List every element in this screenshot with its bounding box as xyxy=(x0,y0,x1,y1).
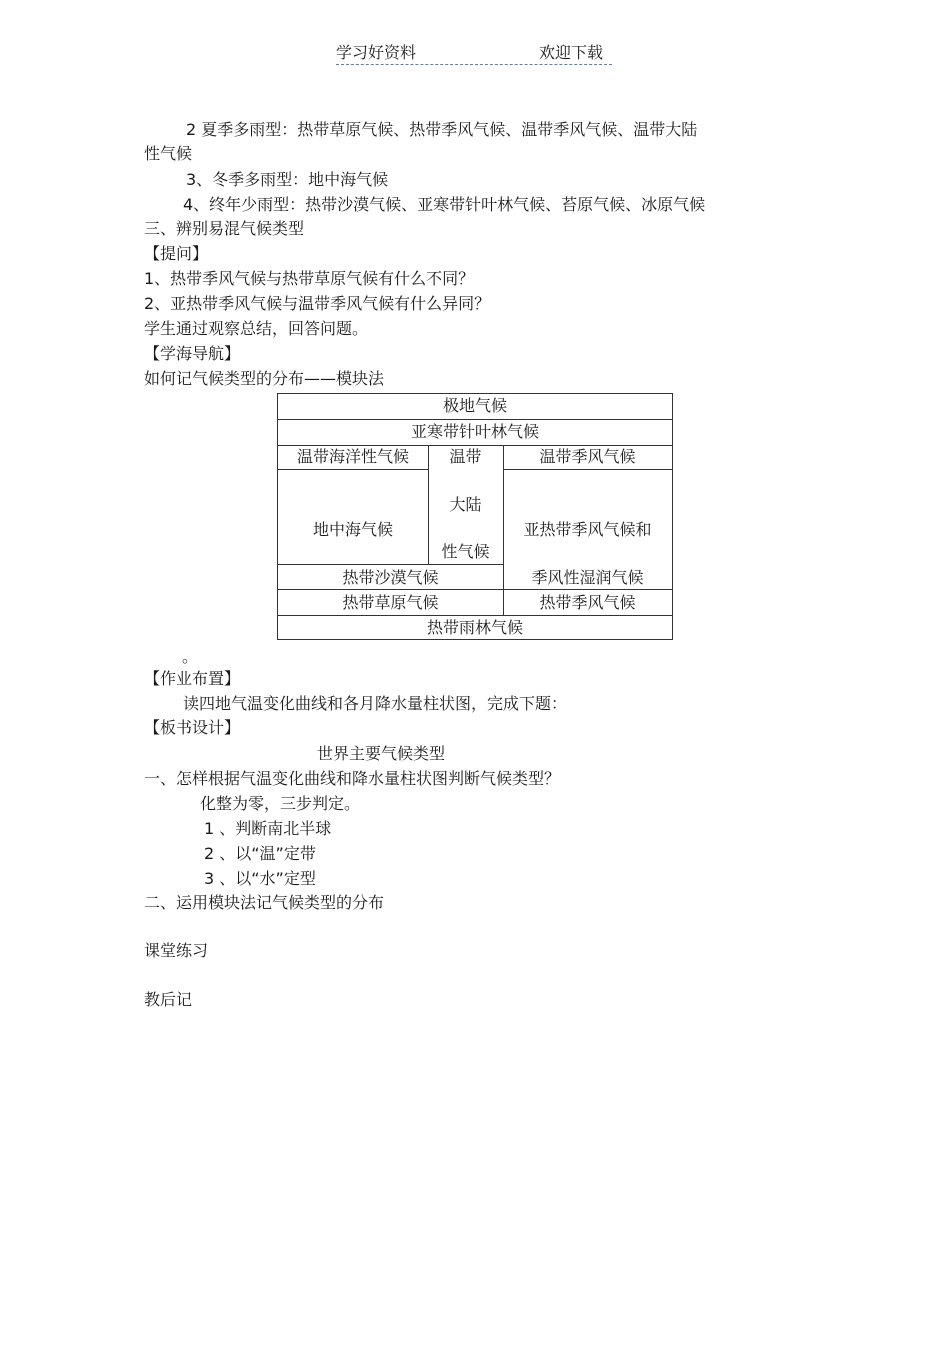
text-line: 读四地气温变化曲线和各月降水量柱状图，完成下题： xyxy=(183,694,568,713)
cell-tropical-monsoon: 热带季风气候 xyxy=(539,593,636,612)
climate-module-table xyxy=(277,393,673,640)
question-line: 2、亚热带季风气候与温带季风气候有什么异同？ xyxy=(144,294,491,313)
cell-continental: 性气候 xyxy=(441,542,490,561)
cell-tropical-savanna: 热带草原气候 xyxy=(342,593,439,612)
text-line: 课堂练习 xyxy=(144,941,209,960)
bracket-heading: 【板书设计】 xyxy=(144,718,241,737)
bracket-heading: 【学海导航】 xyxy=(144,344,241,363)
header-right-text: 欢迎下载 xyxy=(539,43,604,62)
cell-tropical-rainforest: 热带雨林气候 xyxy=(426,618,523,637)
text-line: 性气候 xyxy=(144,144,193,163)
section-heading: 一、怎样根据气温变化曲线和降水量柱状图判断气候类型？ xyxy=(144,769,561,788)
cell-continental: 大陆 xyxy=(449,495,482,514)
step-line: 1 、判断南北半球 xyxy=(204,819,332,838)
board-title: 世界主要气候类型 xyxy=(317,744,446,763)
cell-subarctic: 亚寒带针叶林气候 xyxy=(410,422,539,441)
cell-mediterranean: 地中海气候 xyxy=(312,520,393,539)
text-line: 化整为零，三步判定。 xyxy=(200,794,361,813)
bracket-heading: 【作业布置】 xyxy=(144,669,241,688)
step-line: 2 、以“温”定带 xyxy=(204,844,316,863)
page-header xyxy=(336,40,612,65)
cell-subtropical-monsoon: 亚热带季风气候和 xyxy=(523,520,652,539)
cell-temperate-monsoon: 温带季风气候 xyxy=(539,447,636,466)
text-line: 2 夏季多雨型：热带草原气候、热带季风气候、温带季风气候、温带大陆 xyxy=(186,120,698,139)
cell-polar: 极地气候 xyxy=(442,396,507,415)
period-mark: 。 xyxy=(182,647,199,666)
text-line: 教后记 xyxy=(144,990,193,1009)
cell-tropical-desert: 热带沙漠气候 xyxy=(342,568,439,587)
cell-temperate-maritime: 温带海洋性气候 xyxy=(296,447,409,466)
bracket-heading: 【提问】 xyxy=(144,244,209,263)
section-heading: 二、运用模块法记气候类型的分布 xyxy=(144,893,385,912)
cell-subtropical-monsoon: 季风性湿润气候 xyxy=(531,568,644,587)
text-line: 学生通过观察总结，回答问题。 xyxy=(144,319,369,338)
text-line: 如何记气候类型的分布——模块法 xyxy=(144,369,385,388)
section-heading: 三、辨别易混气候类型 xyxy=(144,219,305,238)
text-line: 4、终年少雨型：热带沙漠气候、亚寒带针叶林气候、苔原气候、冰原气候 xyxy=(183,195,706,214)
text-line: 3、冬季多雨型：地中海气候 xyxy=(186,170,389,189)
question-line: 1、热带季风气候与热带草原气候有什么不同？ xyxy=(144,269,475,288)
step-line: 3 、以“水”定型 xyxy=(204,869,316,888)
header-left-text: 学习好资料 xyxy=(336,43,417,62)
cell-continental: 温带 xyxy=(449,447,482,466)
